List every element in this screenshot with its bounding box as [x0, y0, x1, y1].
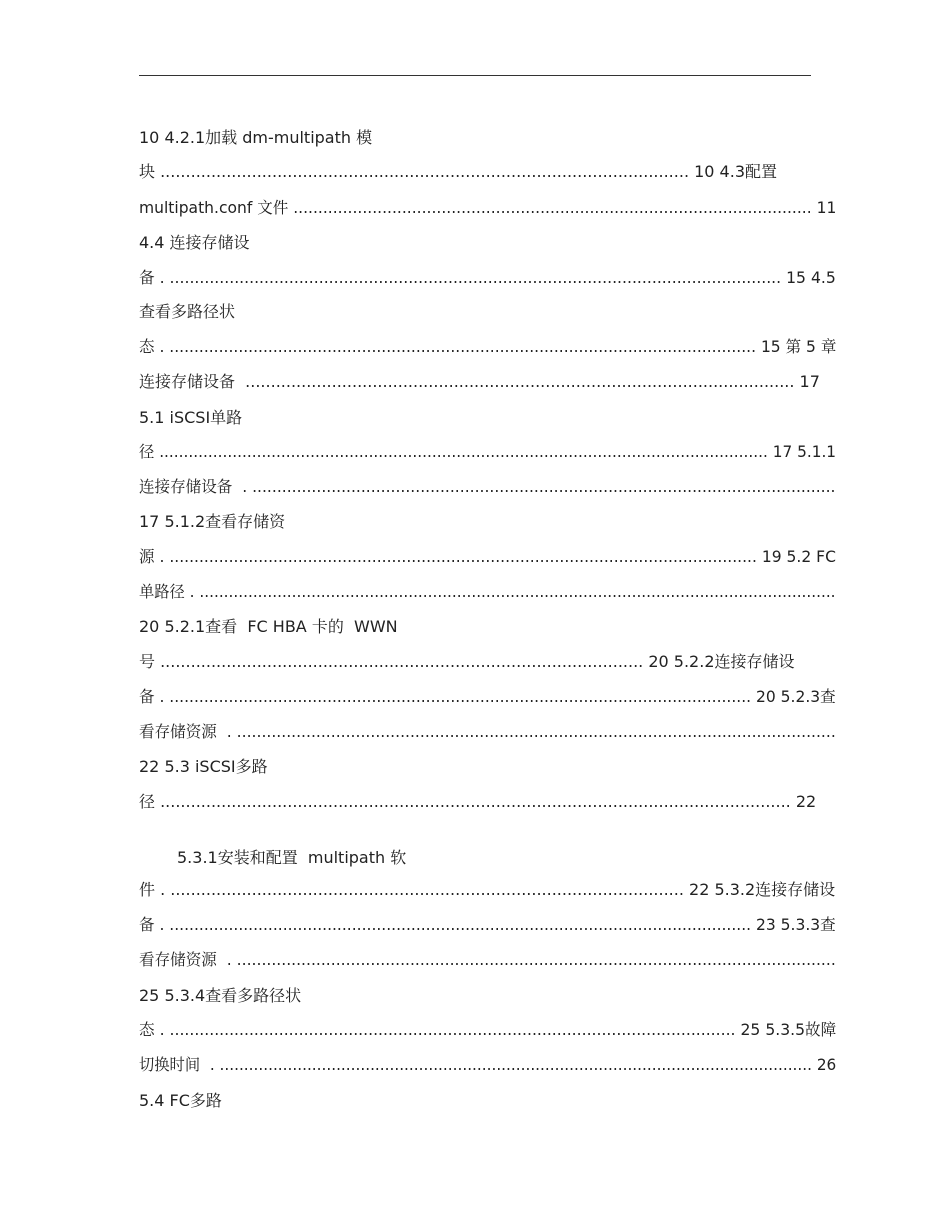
toc-line: 径 ............................................................................................................................. 17 5.1.1: [139, 442, 837, 461]
toc-line: 备 . ...................................................................................................................... 23 5.3.3查: [139, 915, 836, 934]
toc-line: 号 ............................................................................................... 20 5.2.2连接存储设: [139, 652, 795, 671]
toc-line: 连接存储设备 . ......................................................................................................................: [139, 477, 836, 496]
toc-line: 备 . ........................................................................................................................... 15 4.5: [139, 268, 836, 287]
toc-line: 25 5.3.4查看多路径状: [139, 986, 302, 1005]
toc-line: 看存储资源 . .........................................................................................................................: [139, 722, 836, 741]
toc-line: 4.4 连接存储设: [139, 233, 250, 252]
toc-line: 5.1 iSCSI单路: [139, 408, 243, 427]
toc-line: 径 ............................................................................................................................ 22: [139, 792, 817, 811]
header-rule: [139, 75, 811, 76]
toc-line: 连接存储设备 ............................................................................................................ 17: [139, 372, 820, 391]
toc-line: 10 4.2.1加载 dm-multipath 模: [139, 128, 373, 147]
toc-line: 20 5.2.1查看 FC HBA 卡的 WWN: [139, 617, 398, 636]
toc-line: 态 . .................................................................................................................. 25 5.3.5故障: [139, 1020, 837, 1039]
toc-line: 态 . ....................................................................................................................... 15 第 5 章: [139, 337, 837, 356]
toc-line: 切换时间 . .......................................................................................................................... 26: [139, 1055, 837, 1074]
toc-line: 源 . ....................................................................................................................... 19 5.2 FC: [139, 547, 836, 566]
toc-line: multipath.conf 文件 ......................................................................................................... 11: [139, 198, 837, 217]
toc-line: 备 . ...................................................................................................................... 20 5.2.3查: [139, 687, 836, 706]
toc-line: 单路径 . ...................................................................................................................................: [139, 582, 836, 601]
toc-line: 看存储资源 . .........................................................................................................................: [139, 950, 836, 969]
toc-line: 块 ........................................................................................................ 10 4.3配置: [139, 162, 778, 181]
toc-line: 22 5.3 iSCSI多路: [139, 757, 268, 776]
toc-line: 件 . ..................................................................................................... 22 5.3.2连接存储设: [139, 880, 836, 899]
toc-line: 查看多路径状: [139, 302, 236, 321]
toc-line: 5.4 FC多路: [139, 1091, 222, 1110]
toc-line: 17 5.1.2查看存储资: [139, 512, 286, 531]
toc-line: 5.3.1安装和配置 multipath 软: [177, 848, 407, 867]
